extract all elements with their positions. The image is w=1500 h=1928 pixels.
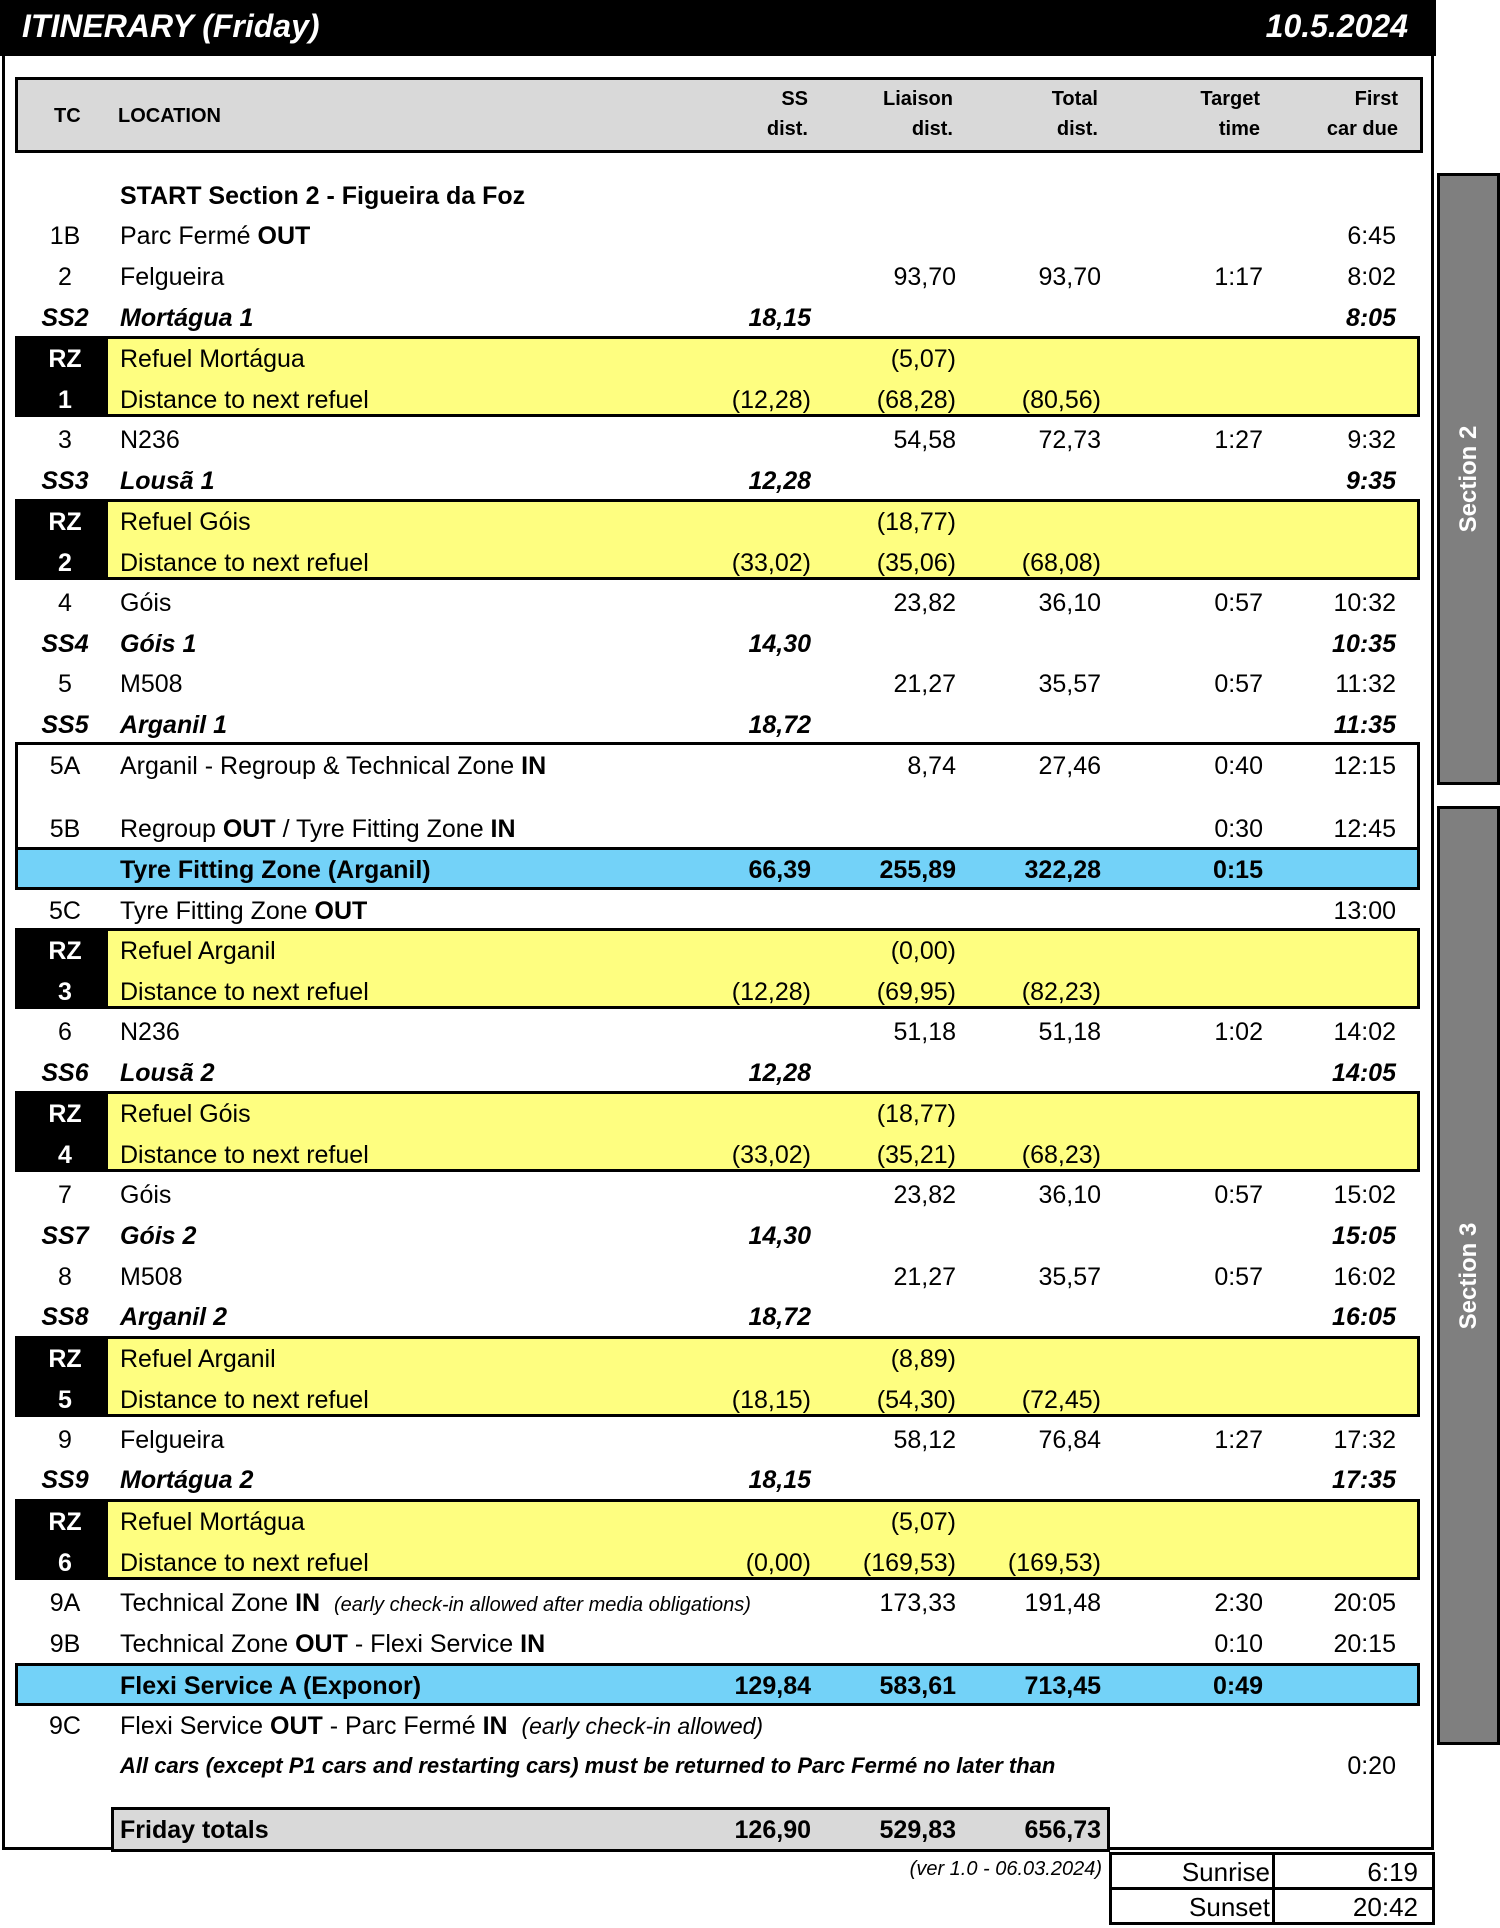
first-car-due: 10:32	[1333, 589, 1396, 617]
target-time: 0:30	[1214, 815, 1263, 843]
total-dist: (80,56)	[1021, 386, 1101, 414]
location: M508	[120, 1263, 183, 1291]
target-time: 1:27	[1214, 426, 1263, 454]
location-bold: IN	[295, 1589, 321, 1617]
location: Tyre Fitting Zone (Arganil)	[120, 856, 431, 884]
first-car-due: 20:05	[1333, 1589, 1396, 1617]
tyre-fitting-zone-row	[0, 850, 1436, 890]
first-car-due: 13:00	[1333, 897, 1396, 925]
liaison-dist: (69,95)	[876, 978, 956, 1006]
tc: SS2	[41, 304, 89, 332]
location: Arganil 1	[120, 711, 227, 739]
section-start-row	[0, 176, 1436, 216]
sunrise-value: 6:19	[1367, 1857, 1418, 1887]
header-ss-1: SS	[781, 88, 808, 110]
rz-label: RZ	[48, 937, 82, 965]
header-total-1: Total	[1051, 88, 1098, 110]
table-row	[0, 216, 1436, 256]
location: N236	[120, 426, 180, 454]
tc: SS4	[41, 630, 89, 658]
tc: 5	[58, 670, 72, 698]
flexi-service-row	[0, 1666, 1436, 1706]
target-time: 0:49	[1212, 1672, 1263, 1700]
tc: 5A	[49, 752, 81, 780]
liaison-dist: 21,27	[893, 670, 956, 698]
tc: SS7	[41, 1222, 89, 1250]
location	[120, 891, 367, 931]
total-dist: 322,28	[1024, 856, 1101, 884]
table-row	[0, 891, 1436, 931]
liaison-dist: (5,07)	[890, 345, 956, 373]
tc: 9A	[49, 1589, 81, 1617]
first-car-due: 12:45	[1333, 815, 1396, 843]
location: Góis 1	[120, 630, 197, 658]
target-time: 0:57	[1214, 1263, 1263, 1291]
liaison-dist: 23,82	[893, 1181, 956, 1209]
location-bold: OUT	[314, 897, 368, 925]
table-row	[0, 257, 1436, 297]
location-text: Flexi Service	[120, 1712, 271, 1740]
sunrise-label: Sunrise	[1181, 1857, 1270, 1887]
location: Refuel Mortágua	[120, 345, 305, 373]
liaison-dist: (54,30)	[876, 1386, 956, 1414]
section-2-band	[1437, 173, 1500, 785]
total-dist: (68,23)	[1021, 1141, 1101, 1169]
refuel-row	[0, 1339, 1436, 1379]
sunset-box	[1109, 1887, 1435, 1925]
target-time: 1:17	[1214, 263, 1263, 291]
location: Distance to next refuel	[120, 978, 369, 1006]
first-car-due: 17:35	[1332, 1466, 1396, 1494]
section-start-label: START Section 2 - Figueira da Foz	[120, 182, 526, 210]
location: Refuel Góis	[120, 1100, 251, 1128]
total-dist: 51,18	[1038, 1018, 1101, 1046]
location-bold: OUT	[222, 815, 276, 843]
table-row	[0, 1012, 1436, 1052]
tc: 9B	[49, 1630, 81, 1658]
location	[120, 216, 310, 256]
tc: SS6	[41, 1059, 89, 1087]
first-car-due: 15:05	[1332, 1222, 1396, 1250]
location: Felgueira	[120, 263, 225, 291]
location: Arganil 2	[120, 1303, 227, 1331]
location: Lousã 1	[120, 467, 215, 495]
target-time: 0:57	[1214, 589, 1263, 617]
target-time: 2:30	[1214, 1589, 1263, 1617]
location-bold: IN	[521, 752, 547, 780]
first-car-due: 8:02	[1347, 263, 1396, 291]
stage-row	[0, 1216, 1436, 1256]
stage-row	[0, 624, 1436, 664]
location-text: Regroup	[120, 815, 223, 843]
first-car-due: 9:32	[1347, 426, 1396, 454]
ss-dist: 12,28	[748, 1059, 811, 1087]
location-text: / Tyre Fitting Zone	[275, 815, 491, 843]
ss-dist: (33,02)	[731, 549, 811, 577]
section-2-label: Section 2	[1454, 425, 1482, 533]
target-time: 0:15	[1212, 856, 1263, 884]
header-tc: TC	[54, 105, 81, 127]
rz-number: 2	[58, 549, 72, 577]
ss-dist: 14,30	[748, 630, 811, 658]
refuel-row	[0, 1502, 1436, 1542]
tc: 7	[58, 1181, 72, 1209]
location-text: Technical Zone	[120, 1630, 296, 1658]
header-ss-2: dist.	[766, 118, 808, 140]
tc: 4	[58, 589, 72, 617]
rz-number: 3	[58, 978, 72, 1006]
total-dist: (82,23)	[1021, 978, 1101, 1006]
total-dist: (169,53)	[1007, 1549, 1101, 1577]
table-row	[0, 809, 1436, 849]
total-dist: 36,10	[1038, 589, 1101, 617]
section-3-label: Section 3	[1454, 1222, 1482, 1329]
liaison-dist: 255,89	[879, 856, 956, 884]
page-title: ITINERARY (Friday)	[22, 8, 320, 44]
liaison-dist: 583,61	[879, 1672, 956, 1700]
refuel-row	[0, 543, 1436, 583]
section-3-band	[1437, 806, 1500, 1745]
target-time: 1:02	[1214, 1018, 1263, 1046]
location: Distance to next refuel	[120, 549, 369, 577]
tc: 6	[58, 1018, 72, 1046]
ss-dist: 66,39	[748, 856, 811, 884]
divider	[1272, 1890, 1275, 1922]
total-dist: 191,48	[1024, 1589, 1101, 1617]
refuel-row	[0, 972, 1436, 1012]
liaison-dist: (0,00)	[890, 937, 956, 965]
location: Distance to next refuel	[120, 386, 369, 414]
location: Mortágua 1	[120, 304, 254, 332]
location: Lousã 2	[120, 1059, 215, 1087]
version-note: (ver 1.0 - 06.03.2024)	[909, 1858, 1102, 1880]
location: Góis 2	[120, 1222, 197, 1250]
first-car-due: 14:02	[1333, 1018, 1396, 1046]
header-target-2: time	[1218, 118, 1260, 140]
tc: SS3	[41, 467, 89, 495]
total-ss-dist: 126,90	[734, 1816, 811, 1844]
location-text: Tyre Fitting Zone	[120, 897, 315, 925]
ss-dist: 12,28	[748, 467, 811, 495]
location: Mortágua 2	[120, 1466, 254, 1494]
location-bold: OUT	[257, 222, 311, 250]
total-dist: 36,10	[1038, 1181, 1101, 1209]
table-row	[0, 1624, 1436, 1664]
table-row	[0, 1706, 1436, 1746]
first-car-due: 16:02	[1333, 1263, 1396, 1291]
refuel-row	[0, 1135, 1436, 1175]
location-bold: IN	[482, 1712, 508, 1740]
tc: 8	[58, 1263, 72, 1291]
tc: 9C	[49, 1712, 81, 1740]
table-row	[0, 1175, 1436, 1215]
note: (early check-in allowed after media obligations)	[334, 1594, 751, 1616]
ss-dist: 18,72	[748, 1303, 811, 1331]
total-dist: 93,70	[1038, 263, 1101, 291]
total-dist: 72,73	[1038, 426, 1101, 454]
divider	[1272, 1855, 1275, 1887]
total-dist: 35,57	[1038, 1263, 1101, 1291]
first-car-due: 15:02	[1333, 1181, 1396, 1209]
refuel-row	[0, 1094, 1436, 1134]
rz-number: 5	[58, 1386, 72, 1414]
location: Góis	[120, 589, 172, 617]
table-row	[0, 664, 1436, 704]
location	[120, 1583, 751, 1623]
first-car-due: 0:20	[1347, 1752, 1396, 1780]
first-car-due: 12:15	[1333, 752, 1396, 780]
rz-number: 1	[58, 386, 72, 414]
rz-number: 4	[58, 1141, 72, 1169]
tc: SS8	[41, 1303, 89, 1331]
location-bold: OUT	[295, 1630, 348, 1658]
ss-dist: (12,28)	[731, 978, 811, 1006]
header-liaison-1: Liaison	[882, 88, 953, 110]
location: Flexi Service A (Exponor)	[120, 1672, 422, 1700]
ss-dist: 18,72	[748, 711, 811, 739]
stage-row	[0, 298, 1436, 338]
ss-dist: 18,15	[748, 304, 811, 332]
first-car-due: 8:05	[1345, 304, 1396, 332]
tc: 9	[58, 1426, 72, 1454]
stage-row	[0, 705, 1436, 745]
target-time: 0:57	[1214, 670, 1263, 698]
header-liaison-2: dist.	[911, 118, 953, 140]
location	[120, 809, 516, 849]
header-location: LOCATION	[118, 105, 221, 127]
liaison-dist: (8,89)	[890, 1345, 956, 1373]
location-text: Technical Zone	[120, 1589, 296, 1617]
table-row	[0, 583, 1436, 623]
location: Góis	[120, 1181, 172, 1209]
sunrise-box	[1109, 1852, 1435, 1890]
liaison-dist: 21,27	[893, 1263, 956, 1291]
total-dist: 35,57	[1038, 670, 1101, 698]
location-bold: IN	[490, 815, 516, 843]
stage-row	[0, 1460, 1436, 1500]
location: Refuel Mortágua	[120, 1508, 305, 1536]
header-target-1: Target	[1200, 88, 1260, 110]
tc: 5B	[49, 815, 81, 843]
tc: SS9	[41, 1466, 89, 1494]
liaison-dist: 58,12	[893, 1426, 956, 1454]
table-row	[0, 420, 1436, 460]
liaison-dist: 51,18	[893, 1018, 956, 1046]
refuel-row	[0, 931, 1436, 971]
total-dist: (68,08)	[1021, 549, 1101, 577]
header-total-2: dist.	[1056, 118, 1098, 140]
liaison-dist: (35,21)	[876, 1141, 956, 1169]
ss-dist: (12,28)	[731, 386, 811, 414]
table-header	[15, 77, 1423, 153]
liaison-dist: 173,33	[879, 1589, 956, 1617]
parc-ferme-note: All cars (except P1 cars and restarting cars) must be returned to Parc Fermé no later than	[120, 1753, 1056, 1778]
first-car-due: 6:45	[1347, 222, 1396, 250]
tc: 2	[58, 263, 72, 291]
target-time: 0:10	[1214, 1630, 1263, 1658]
first-car-due: 17:32	[1333, 1426, 1396, 1454]
table-row	[0, 746, 1436, 786]
total-dist: 76,84	[1038, 1426, 1101, 1454]
first-car-due: 9:35	[1345, 467, 1396, 495]
rz-label: RZ	[48, 1345, 82, 1373]
refuel-row	[0, 339, 1436, 379]
location: Felgueira	[120, 1426, 225, 1454]
location-text: - Flexi Service	[347, 1630, 521, 1658]
refuel-row	[0, 380, 1436, 420]
liaison-dist: (18,77)	[876, 1100, 956, 1128]
rz-label: RZ	[48, 1100, 82, 1128]
tc: 3	[58, 426, 72, 454]
target-time: 0:57	[1214, 1181, 1263, 1209]
refuel-row	[0, 1380, 1436, 1420]
stage-row	[0, 461, 1436, 501]
stage-row	[0, 1297, 1436, 1337]
first-car-due: 11:35	[1333, 711, 1396, 739]
date: 10.5.2024	[1265, 8, 1408, 44]
target-time: 1:27	[1214, 1426, 1263, 1454]
ss-dist: (33,02)	[731, 1141, 811, 1169]
liaison-dist: 23,82	[893, 589, 956, 617]
location-text: Arganil - Regroup & Technical Zone	[120, 752, 522, 780]
totals-label: Friday totals	[120, 1816, 269, 1844]
table-row	[0, 1420, 1436, 1460]
header-first-1: First	[1354, 88, 1398, 110]
tc: 5C	[49, 897, 81, 925]
location	[120, 1624, 545, 1664]
location-bold: IN	[520, 1630, 546, 1658]
tc: 1B	[49, 222, 81, 250]
total-dist: (72,45)	[1021, 1386, 1101, 1414]
note: (early check-in allowed)	[521, 1713, 764, 1739]
liaison-dist: 54,58	[893, 426, 956, 454]
location: Distance to next refuel	[120, 1549, 369, 1577]
first-car-due: 20:15	[1333, 1630, 1396, 1658]
ss-dist: 14,30	[748, 1222, 811, 1250]
location: Distance to next refuel	[120, 1141, 369, 1169]
refuel-row	[0, 502, 1436, 542]
table-row	[0, 1257, 1436, 1297]
header-first-2: car due	[1326, 118, 1398, 140]
first-car-due: 11:32	[1335, 670, 1396, 698]
rz-label: RZ	[48, 1508, 82, 1536]
table-row	[0, 1746, 1436, 1786]
location-bold: OUT	[270, 1712, 323, 1740]
stage-row	[0, 1053, 1436, 1093]
sunset-value: 20:42	[1352, 1892, 1418, 1922]
location	[120, 746, 546, 786]
refuel-row	[0, 1543, 1436, 1583]
liaison-dist: (18,77)	[876, 508, 956, 536]
tc: SS5	[41, 711, 89, 739]
first-car-due: 16:05	[1332, 1303, 1396, 1331]
first-car-due: 10:35	[1332, 630, 1396, 658]
rz-label: RZ	[48, 508, 82, 536]
location: Distance to next refuel	[120, 1386, 369, 1414]
table-row	[0, 1583, 1436, 1623]
location-text: - Parc Fermé	[322, 1712, 483, 1740]
liaison-dist: (68,28)	[876, 386, 956, 414]
ss-dist: (18,15)	[731, 1386, 811, 1414]
ss-dist: 129,84	[734, 1672, 811, 1700]
location: Refuel Arganil	[120, 937, 276, 965]
rz-number: 6	[58, 1549, 72, 1577]
location	[120, 1706, 763, 1746]
location: N236	[120, 1018, 180, 1046]
liaison-dist: (169,53)	[862, 1549, 956, 1577]
ss-dist: 18,15	[748, 1466, 811, 1494]
total-liaison-dist: 529,83	[879, 1816, 956, 1844]
first-car-due: 14:05	[1332, 1059, 1396, 1087]
location-text: Parc Fermé	[120, 222, 258, 250]
sunset-label: Sunset	[1189, 1892, 1270, 1922]
target-time: 0:40	[1214, 752, 1263, 780]
totals-row	[0, 1810, 1436, 1850]
liaison-dist: 93,70	[893, 263, 956, 291]
ss-dist: (0,00)	[745, 1549, 811, 1577]
liaison-dist: (35,06)	[876, 549, 956, 577]
total-dist: 713,45	[1024, 1672, 1101, 1700]
location: Refuel Góis	[120, 508, 251, 536]
total-dist: 27,46	[1038, 752, 1101, 780]
total-total-dist: 656,73	[1024, 1816, 1101, 1844]
location: M508	[120, 670, 183, 698]
liaison-dist: 8,74	[907, 752, 956, 780]
rz-label: RZ	[48, 345, 82, 373]
liaison-dist: (5,07)	[890, 1508, 956, 1536]
location: Refuel Arganil	[120, 1345, 276, 1373]
